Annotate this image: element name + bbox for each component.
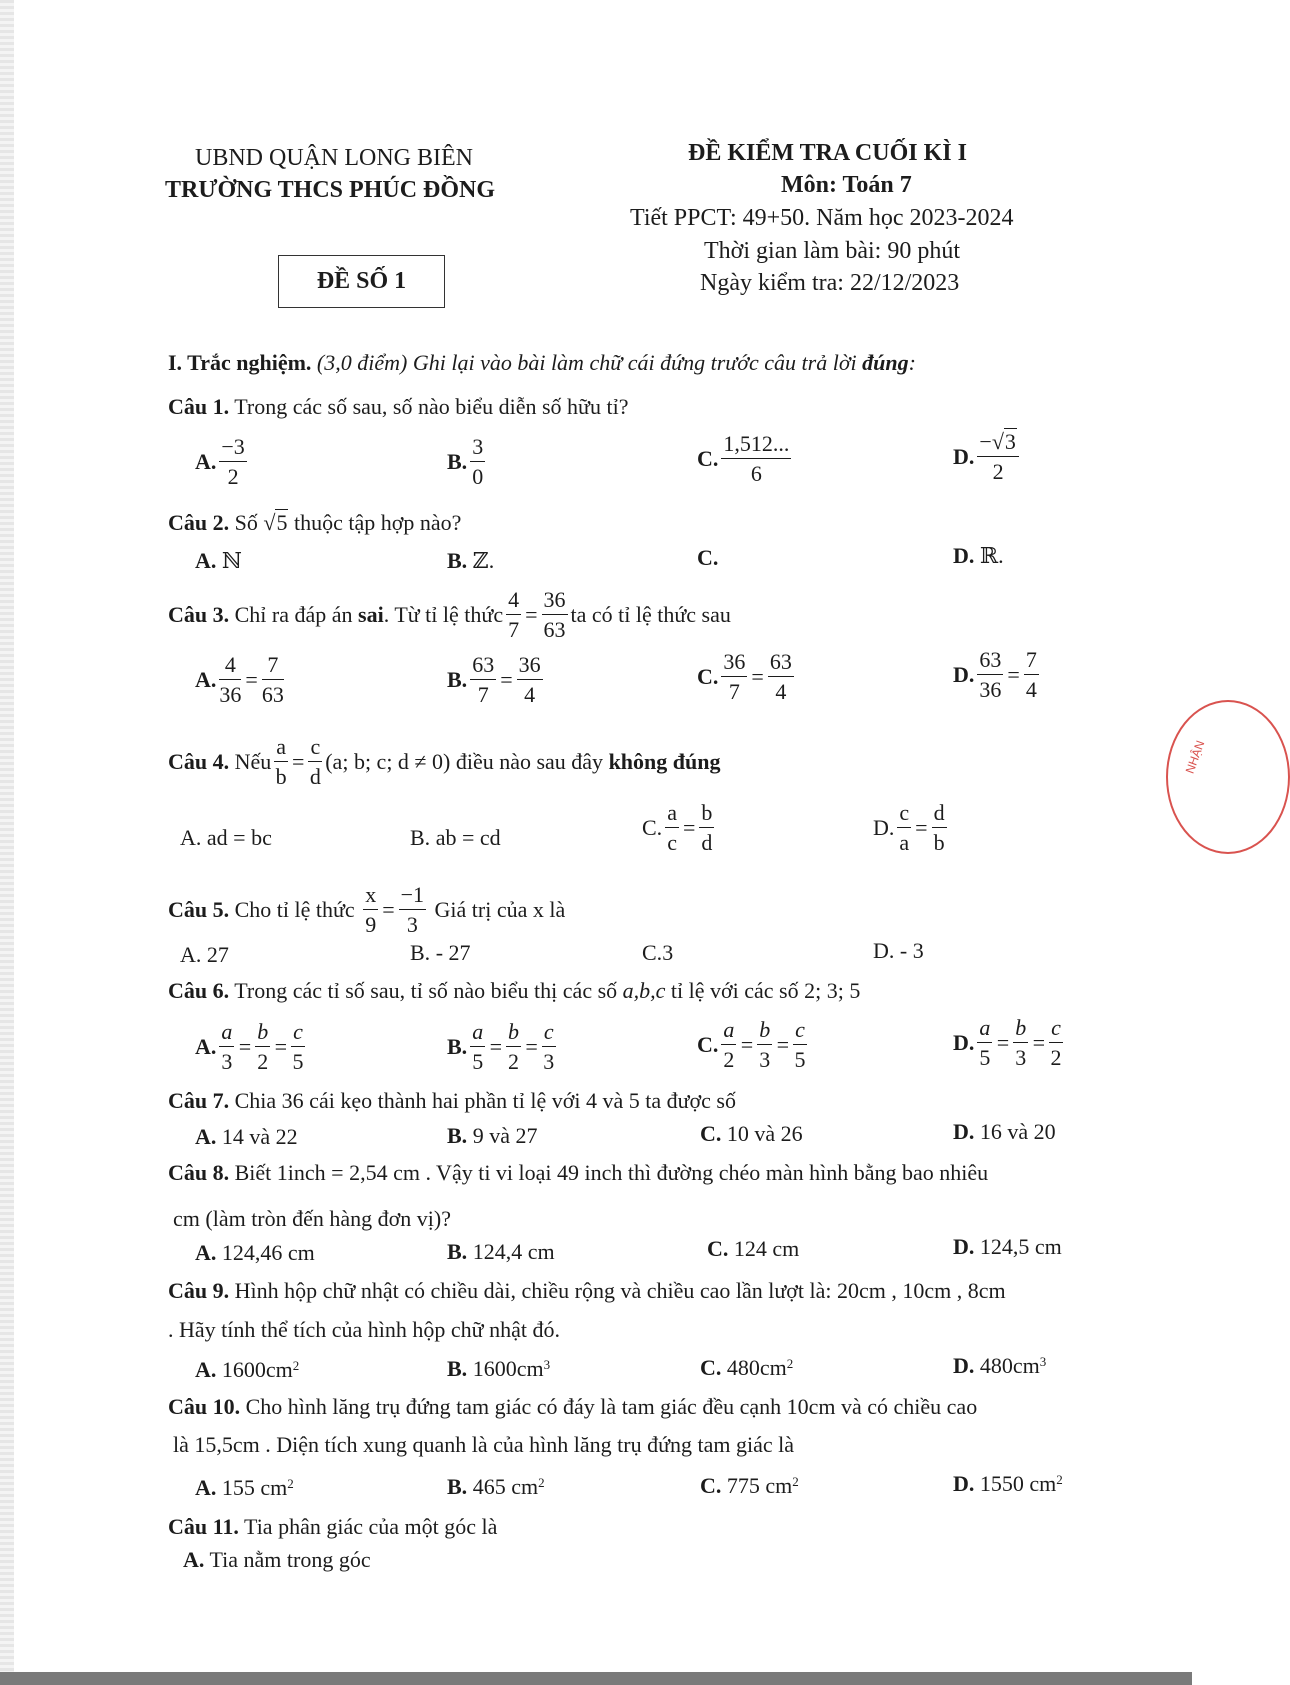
exam-code: ĐỀ SỐ 1	[316, 268, 407, 294]
q10-option-a: A. 155 $cm^2$	[195, 1475, 294, 1500]
q10-option-b: B. 465 $cm^2$	[447, 1474, 545, 1499]
exam-duration: Thời gian làm bài: 90 phút	[704, 238, 960, 264]
question-5: Câu 5. Cho tỉ lệ thức $\frac{x}{9}$ = $\frac{-1}{3}$ Giá trị của x là	[168, 882, 566, 938]
exam-subject: Môn: Toán 7	[781, 172, 912, 198]
fraction: $\frac{-√3}{2}$	[977, 430, 1019, 484]
fraction: $\frac{4}{7}$	[508, 587, 520, 643]
fraction: $\frac{3}{0}$	[472, 434, 484, 490]
question-9	[168, 1278, 1006, 1304]
section-points: (3,0 điểm)	[316, 350, 408, 375]
question-text: Chỉ ra đáp án	[234, 602, 353, 628]
section-instruction: Ghi lại vào bài làm chữ cái đứng trước câu trả lời	[412, 350, 857, 375]
section-heading	[168, 350, 916, 376]
question-11	[168, 1514, 497, 1540]
exam-date: Ngày kiểm tra: 22/12/2023	[700, 270, 960, 296]
q9-option-c: C. $480cm^2$	[700, 1355, 794, 1380]
q8-option-a: A. 124,46 cm	[195, 1240, 315, 1265]
q1-option-d	[953, 430, 1022, 484]
q5-option-c: C.3	[642, 940, 674, 965]
fraction: $\frac{1,512...}{6}$	[723, 431, 790, 487]
question-text-bold: sai	[358, 602, 384, 628]
district-name: UBND QUẬN LONG BIÊN	[195, 145, 473, 171]
school-name: TRƯỜNG THCS PHÚC ĐỒNG	[165, 177, 496, 203]
q2-option-b: B. ℤ.	[447, 548, 495, 573]
section-instruction-bold: đúng	[862, 350, 909, 375]
question-10-line2: là 15,5cm . Diện tích xung quanh là của hình lăng trụ đứng tam giác là	[173, 1432, 795, 1457]
question-text: Tia phân giác của một góc là	[244, 1514, 498, 1539]
question-6	[168, 978, 860, 1004]
q8-option-c: C. 124 cm	[707, 1236, 800, 1261]
q7-option-c: C. 10 và 26	[700, 1121, 803, 1146]
section-title: I. Trắc nghiệm.	[168, 350, 312, 375]
question-label: Câu 5.	[168, 897, 230, 923]
red-stamp	[1166, 700, 1290, 854]
question-8-line2: cm (làm tròn đến hàng đơn vị)?	[173, 1206, 451, 1231]
question-text: Cho hình lăng trụ đứng tam giác có đáy là tam giác đều cạnh 10cm và có chiều cao	[245, 1394, 978, 1419]
q6-option-a: A. $\frac{a}{3}$ = $\frac{b}{2}$ = $\frac{c}{5}$	[195, 1019, 304, 1075]
condition: (a; b; c; d ≠ 0)	[325, 749, 451, 775]
question-text: . Từ tỉ lệ thức	[383, 602, 504, 628]
question-text: Cho tỉ lệ thức	[234, 897, 355, 923]
q3-option-a: A. $\frac{4}{36}$ = $\frac{7}{63}$	[195, 652, 284, 708]
q7-option-d: D. 16 và 20	[953, 1119, 1056, 1144]
q1-option-c	[697, 432, 794, 486]
q10-option-c: C. 775 $cm^2$	[700, 1473, 799, 1498]
q11-option-a: A. Tia nằm trong góc	[183, 1547, 371, 1572]
q9-option-d: D. $480cm^3$	[953, 1353, 1047, 1378]
q4-option-b: B. ab = cd	[410, 825, 501, 850]
question-text: Hình hộp chữ nhật có chiều dài, chiều rộng và chiều cao lần lượt là: 20cm , 10cm , 8cm	[234, 1278, 1006, 1303]
q10-option-d: D. 1550 $cm^2$	[953, 1471, 1063, 1496]
question-text: Chia 36 cái kẹo thành hai phần tỉ lệ với 4 và 5 ta được số	[234, 1088, 736, 1113]
q7-option-a: A. 14 và 22	[195, 1124, 298, 1149]
question-label: Câu 7.	[168, 1088, 230, 1113]
question-text: tỉ lệ với các số 2; 3; 5	[670, 978, 861, 1003]
question-label: Câu 4.	[168, 749, 230, 775]
question-1	[168, 394, 628, 420]
variables: a,b,c	[622, 978, 666, 1003]
option-letter: C.	[697, 446, 719, 472]
exam-code-box	[278, 255, 445, 308]
q7-option-b: B. 9 và 27	[447, 1123, 538, 1148]
question-9-line2: . Hãy tính thể tích của hình hộp chữ nhật đó.	[168, 1317, 560, 1342]
scan-edge-left	[0, 0, 14, 1685]
question-text: Trong các tỉ số sau, tỉ số nào biểu thị các số	[234, 978, 618, 1003]
question-text: Biết 1inch = 2,54 cm . Vậy ti vi loại 49 inch thì đường chéo màn hình bằng bao nhiêu	[234, 1160, 989, 1185]
q2-option-a: A. ℕ	[195, 548, 242, 573]
question-text-bold: không đúng	[608, 749, 721, 775]
exam-period: Tiết PPCT: 49+50. Năm học 2023-2024	[630, 205, 1014, 231]
q5-option-a: A. 27	[180, 942, 229, 967]
q6-option-c: C. $\frac{a}{2}$ = $\frac{b}{3}$ = $\frac{c}{5}$	[697, 1017, 806, 1073]
q3-option-b: B. $\frac{63}{7}$ = $\frac{36}{4}$	[447, 652, 541, 708]
q3-option-c: C. $\frac{36}{7}$ = $\frac{63}{4}$	[697, 649, 792, 705]
question-7	[168, 1088, 736, 1114]
question-text: Trong các số sau, số nào biểu diễn số hữu tỉ?	[234, 394, 629, 419]
q9-option-b: B. $1600cm^3$	[447, 1356, 551, 1381]
q2-option-d: D. ℝ.	[953, 543, 1004, 568]
question-label: Câu 9.	[168, 1278, 230, 1303]
q4-option-c: C. $\frac{a}{c}$ = $\frac{b}{d}$	[642, 800, 713, 856]
question-label: Câu 2.	[168, 510, 230, 535]
question-3: Câu 3. Chỉ ra đáp án sai . Từ tỉ lệ thức $\frac{4}{7}$ = $\frac{36}{63}$ ta có tỉ lệ thức sau	[168, 587, 731, 643]
question-label: Câu 8.	[168, 1160, 230, 1185]
section-colon: :	[908, 350, 916, 375]
stamp-text: NHẬN	[1182, 738, 1208, 776]
q6-option-d: D. $\frac{a}{5}$ = $\frac{b}{3}$ = $\frac{c}{2}$	[953, 1015, 1062, 1071]
option-letter: B.	[447, 449, 468, 475]
q8-option-b: B. 124,4 cm	[447, 1239, 555, 1264]
exam-title: ĐỀ KIỂM TRA CUỐI KÌ I	[688, 140, 967, 166]
q5-option-b: B. - 27	[410, 940, 471, 965]
question-text: thuộc tập hợp nào?	[293, 510, 462, 535]
question-text: Giá trị của x là	[434, 897, 566, 923]
q2-option-c: C.	[697, 545, 719, 570]
question-8	[168, 1160, 988, 1186]
q8-option-d: D. 124,5 cm	[953, 1234, 1062, 1259]
question-text: ta có tỉ lệ thức sau	[570, 602, 731, 628]
fraction: $\frac{36}{63}$	[543, 587, 566, 643]
q1-option-b	[447, 435, 488, 489]
question-label: Câu 10.	[168, 1394, 241, 1419]
q4-option-a: A. ad = bc	[180, 825, 272, 850]
sqrt-expression: 5	[276, 510, 288, 535]
q6-option-b: B. $\frac{a}{5}$ = $\frac{b}{2}$ = $\frac{c}{3}$	[447, 1019, 555, 1075]
q4-option-d: D. $\frac{c}{a}$ = $\frac{d}{b}$	[873, 800, 945, 856]
fraction: $\frac{-3}{2}$	[221, 434, 245, 490]
question-10	[168, 1394, 977, 1420]
question-label: Câu 11.	[168, 1514, 239, 1539]
q3-option-d: D. $\frac{63}{36}$ = $\frac{7}{4}$	[953, 647, 1037, 703]
option-letter: D.	[953, 444, 975, 470]
q5-option-d: D. - 3	[873, 938, 924, 963]
q9-option-a: A. $1600cm^2$	[195, 1357, 300, 1382]
question-text: Nếu	[234, 749, 272, 775]
question-text: Số	[234, 510, 258, 535]
question-label: Câu 3.	[168, 602, 230, 628]
question-label: Câu 6.	[168, 978, 230, 1003]
option-letter: A.	[195, 449, 217, 475]
question-2: Câu 2. Số √5 thuộc tập hợp nào?	[168, 510, 462, 535]
q1-option-a	[195, 435, 250, 489]
question-4: Câu 4. Nếu $\frac{a}{b}$ = $\frac{c}{d}$ (a; b; c; d ≠ 0) điều nào sau đây không đúng	[168, 734, 721, 790]
question-label: Câu 1.	[168, 394, 230, 419]
scan-edge-bottom	[0, 1672, 1192, 1685]
question-text: điều nào sau đây	[455, 749, 604, 775]
